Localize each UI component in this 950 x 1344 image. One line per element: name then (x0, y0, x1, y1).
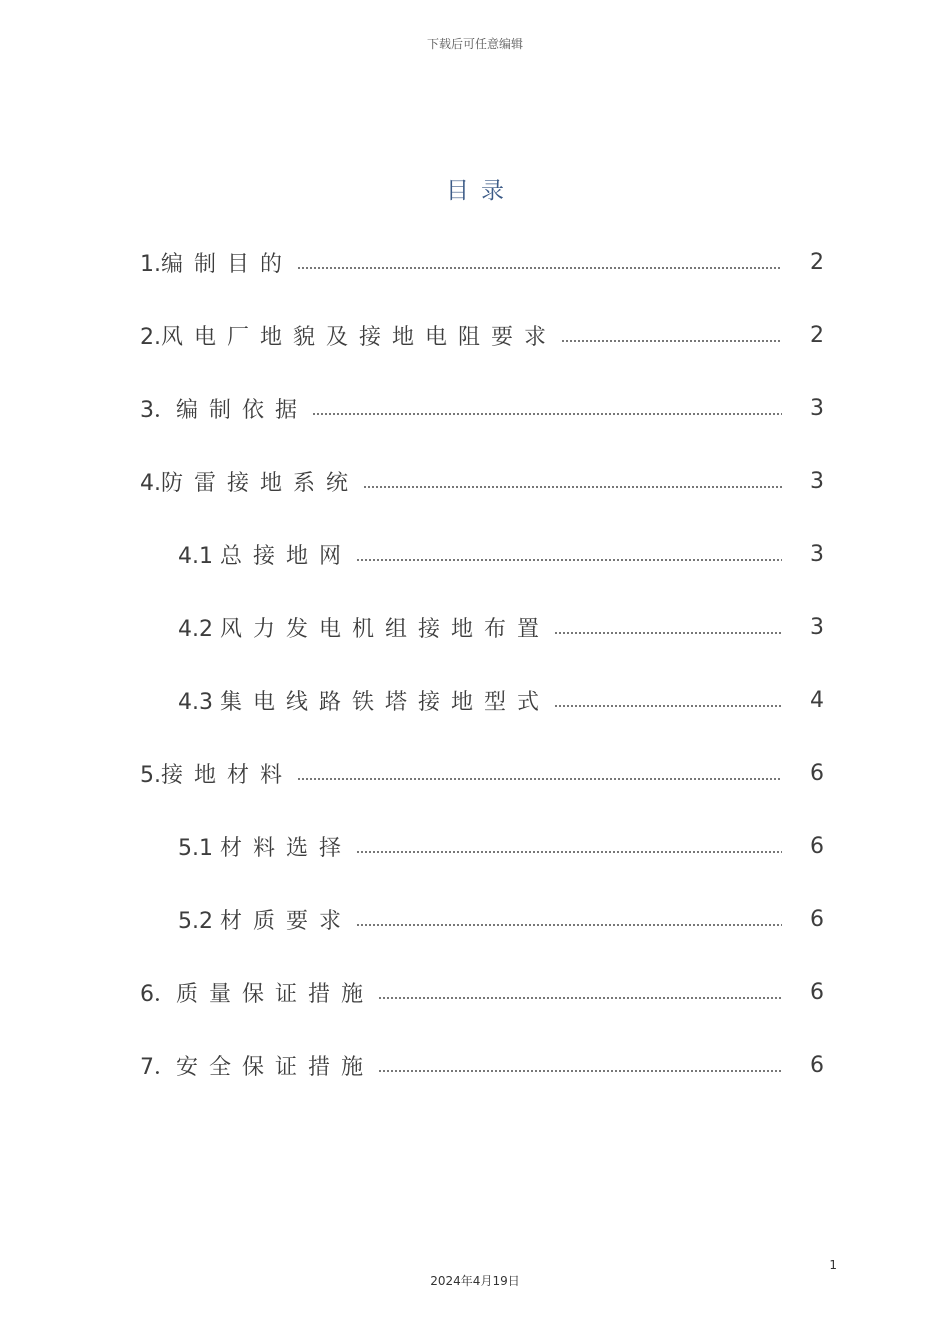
toc-leader-dots (554, 705, 782, 707)
toc-leader-dots (297, 778, 782, 780)
toc-leader-dots (378, 1070, 782, 1072)
toc-entry[interactable] (140, 445, 824, 518)
toc-entry-page: 4 (810, 688, 824, 713)
toc-entry-page: 3 (810, 542, 824, 567)
toc-leader-dots (363, 486, 782, 488)
toc-entry-text (140, 320, 557, 351)
toc-entry-number: 4.2 (178, 617, 220, 642)
toc-entry-page: 6 (810, 834, 824, 859)
toc-entry-number: 3． (140, 398, 176, 423)
toc-entry-text (178, 685, 550, 716)
page-number: 1 (829, 1258, 837, 1272)
toc-entry[interactable] (140, 299, 824, 372)
toc-entry-page: 6 (810, 980, 824, 1005)
toc-entry-number: 6． (140, 982, 176, 1007)
header-note: 下载后可任意编辑 (426, 37, 523, 51)
toc-entry-label: 风电厂地貌及接地电阻要求 (161, 325, 558, 350)
toc-entry[interactable] (140, 956, 824, 1029)
toc-entry-text (178, 539, 352, 570)
toc-entry[interactable] (140, 737, 824, 810)
toc-leader-dots (378, 997, 782, 999)
toc-entry-label: 风力发电机组接地布置 (219, 617, 550, 642)
toc-entry-number: 4. (140, 471, 161, 496)
toc-entry-text (140, 466, 359, 497)
toc-leader-dots (561, 340, 782, 342)
toc-entry[interactable] (140, 883, 824, 956)
toc-entry-label: 接地材料 (161, 763, 294, 788)
toc-leader-dots (312, 413, 782, 415)
toc-leader-dots (356, 851, 782, 853)
toc-entry-page: 3 (810, 469, 824, 494)
toc-entry-number: 5.2 (178, 909, 220, 934)
toc-entry-label: 集电线路铁塔接地型式 (219, 690, 550, 715)
toc-entry-number: 2. (140, 325, 161, 350)
toc-entry-label: 质量保证措施 (176, 982, 375, 1007)
footer-date: 2024年4月19日 (430, 1274, 520, 1288)
toc-entry[interactable] (140, 810, 824, 883)
toc-entry-label: 编制依据 (176, 398, 309, 423)
toc-entry-page: 2 (810, 250, 824, 275)
toc-entry-label: 安全保证措施 (176, 1055, 375, 1080)
toc-entry-page: 6 (810, 1053, 824, 1078)
toc-entry[interactable] (140, 226, 824, 299)
toc-entry-page: 6 (810, 761, 824, 786)
toc-entry-page: 2 (810, 323, 824, 348)
toc-entry-text (178, 831, 352, 862)
toc-entry[interactable] (140, 372, 824, 445)
toc-entry-number: 4.1 (178, 544, 220, 569)
toc-leader-dots (297, 267, 782, 269)
toc-entry-page: 3 (810, 615, 824, 640)
table-of-contents (140, 226, 824, 1102)
toc-entry-page: 6 (810, 907, 824, 932)
toc-entry[interactable] (140, 664, 824, 737)
toc-leader-dots (554, 632, 782, 634)
toc-entry-label: 材料选择 (219, 836, 352, 861)
toc-leader-dots (356, 924, 782, 926)
toc-entry-text (178, 612, 550, 643)
toc-leader-dots (356, 559, 782, 561)
toc-entry-label: 材质要求 (219, 909, 352, 934)
toc-entry-label: 防雷接地系统 (161, 471, 360, 496)
toc-entry-text (140, 393, 308, 424)
toc-entry-number: 4.3 (178, 690, 220, 715)
toc-entry-label: 总接地网 (219, 544, 352, 569)
toc-entry[interactable] (140, 591, 824, 664)
toc-entry-number: 1. (140, 252, 161, 277)
toc-entry[interactable] (140, 1029, 824, 1102)
toc-entry-number: 5. (140, 763, 161, 788)
toc-entry-text (140, 247, 293, 278)
toc-entry-text (140, 1050, 374, 1081)
toc-entry-number: 7． (140, 1055, 176, 1080)
toc-entry-text (140, 977, 374, 1008)
toc-entry-text (178, 904, 352, 935)
toc-entry[interactable] (140, 518, 824, 591)
toc-entry-page: 3 (810, 396, 824, 421)
toc-title: 目录 (446, 178, 516, 204)
toc-entry-label: 编制目的 (161, 252, 294, 277)
toc-entry-number: 5.1 (178, 836, 220, 861)
toc-entry-text (140, 758, 293, 789)
